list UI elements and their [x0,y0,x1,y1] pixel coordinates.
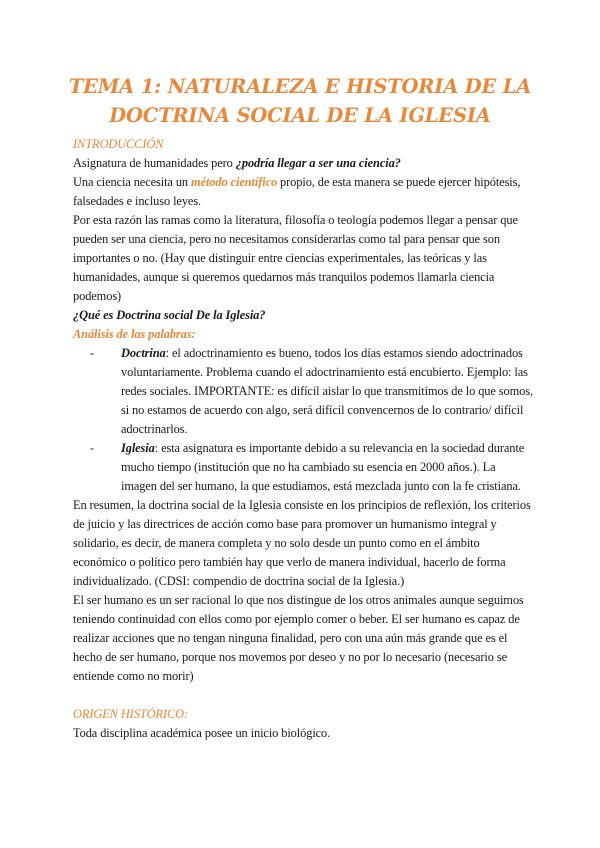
list-item-doctrina [73,344,533,439]
title-line-2: DOCTRINA SOCIAL DE LA IGLESIA [109,104,491,127]
page-title [0,72,600,130]
origin-paragraph-1: Toda disciplina académica posee un inicio biológico. [73,726,331,740]
intro-p2-text: Una ciencia necesita un [73,175,192,189]
origin-heading: ORIGEN HISTÓRICO: [73,707,188,721]
summary-paragraph-1: En resumen, la doctrina social de la Iglesia consiste en los principios de reflexión, los criterios de juicio y las directrices de acción como base para promover un humanismo integral y solidario, es decir, de manera completa y no solo desde un punto como en el ámbito económico o político pero también hay que verlo de manera individual, hacerlo de forma individualizado. (CDSI: compendio de doctrina social de la Iglesia.) [73,498,531,588]
intro-paragraph-1 [73,154,533,173]
intro-p2-term: método científico [191,175,278,189]
doctrina-text: : el adoctrinamiento es bueno, todos los días estamos siendo adoctrinados voluntariamente. Problema cuando el adoctrinamiento está encubierto. Ejemplo: las redes sociales. IMPORTANTE: es difícil aislar lo que transmitimos de lo que somos, si no estamos de acuerdo con algo, será difícil convencernos de lo contrario/ difícil adoctrinarlos. [121,346,533,436]
iglesia-text: : esta asignatura es importante debido a su relevancia en la sociedad durante mucho tiempo (institución que no ha cambiado su esencia en 2000 años.). La imagen del ser humano, la que estudiamos, está mezclada junto con la fe cristiana. [121,441,525,493]
bullet-dash: - [90,346,95,360]
intro-heading: INTRODUCCIÓN [73,137,164,151]
document-body [73,135,533,743]
title-line-1: TEMA 1: NATURALEZA E HISTORIA DE LA [68,75,532,98]
term-doctrina: Doctrina [121,346,166,360]
list-item-iglesia [73,439,533,496]
section-spacer [73,686,533,705]
intro-paragraph-2 [73,173,533,211]
intro-p1-question: ¿podría llegar a ser una ciencia? [235,156,401,170]
term-iglesia: Iglesia [121,441,155,455]
intro-p2-rest: propio, de esta manera se puede ejercer hipótesis, falsedades e incluso leyes. [73,175,521,208]
question-heading: ¿Qué es Doctrina social De la Iglesia? [73,308,266,322]
intro-p1-text: Asignatura de humanidades pero [73,156,236,170]
bullet-dash: - [90,441,95,455]
analysis-list [73,344,533,496]
summary-paragraph-2: El ser humano es un ser racional lo que nos distingue de los otros animales aunque seguimos teniendo continuidad con ellos como por ejemplo comer o beber. El ser humano es capaz de realizar acciones que no tengan ninguna finalidad, pero con una aún más grande que es el hecho de ser humano, porque nos movemos por deseo y no por lo necesario (necesario se entiende como no morir) [73,593,524,683]
intro-paragraph-3: Por esta razón las ramas como la literatura, filosofía o teología podemos llegar a pensar que pueden ser una ciencia, pero no necesitamos considerarlas como tal para pensar que son importantes o no. (Hay que distinguir entre ciencias experimentales, las teóricas y las humanidades, aunque si queremos quedarnos más tranquilos podemos llamarla ciencia podemos) [73,213,518,303]
analysis-subheading: Análisis de las palabras: [73,327,196,341]
